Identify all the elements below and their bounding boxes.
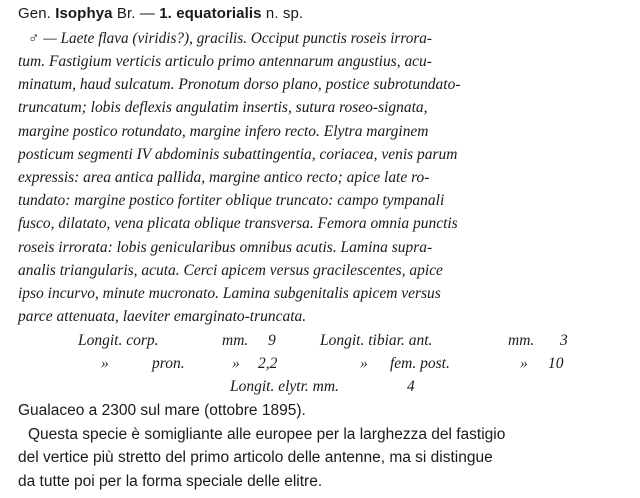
species-name: equatorialis [176,5,262,22]
measurement-unit: mm. [508,332,535,349]
description-line: ♂ — Laete flava (viridis?), gracilis. Occiput punctis roseis irrora- [28,30,432,47]
measurement-value: 3 [560,332,568,349]
measurement-label: pron. [152,355,185,372]
ditto-mark: » [520,355,528,372]
remarks-line: Questa specie è somigliante alle europee per la larghezza del fastigio [28,426,506,443]
species-status: n. sp. [265,5,304,22]
species-number: 1. [159,5,172,22]
description-line: roseis irrorata: lobis genicularibus omnibus acutis. Lamina supra- [18,239,433,256]
measurement-unit: mm. [222,332,249,349]
description-line: fusco, dilatato, vena plicata oblique transversa. Femora omnia punctis [18,215,458,232]
gen-prefix: Gen. [18,5,51,22]
description-line: margine postico rotundato, margine infero recto. Elytra marginem [18,123,429,140]
description-line: tundato: margine postico fortiter oblique truncato: campo tympanali [18,192,445,209]
description-line: expressis: area antica pallida, margine antico recto; apice late ro- [18,169,430,186]
description-line: parce attenuata, laeviter emarginato-truncata. [18,308,307,325]
description-line: tum. Fastigium verticis articulo primo antennarum angustius, acu- [18,53,432,70]
measurement-label: Longit. corp. [78,332,159,349]
ditto-mark: » [232,355,240,372]
locality: Gualaceo a 2300 sul mare (ottobre 1895). [18,402,306,419]
measurement-label: Longit. elytr. mm. [230,378,339,395]
measurement-value: 4 [407,378,415,395]
remarks-line: del vertice più stretto del primo articolo delle antenne, ma si distingue [18,449,493,466]
description-line: posticum segmenti IV abdominis subattingentia, coriacea, venis parum [18,146,458,163]
measurement-value: 2,2 [258,355,278,372]
description-line: minatum, haud sulcatum. Pronotum dorso plano, postice subrotundato- [18,76,461,93]
description-line: ipso incurvo, minute mucronato. Lamina subgenitalis apicem versus [18,285,441,302]
genus-header [18,6,303,21]
measurement-value: 10 [548,355,564,372]
measurement-label: Longit. tibiar. ant. [320,332,433,349]
measurement-label: fem. post. [390,355,450,372]
genus-author: Br. [116,5,136,22]
measurement-value: 9 [268,332,276,349]
header-dash: — [139,5,155,22]
ditto-mark: » [101,355,109,372]
description-line: truncatum; lobis deflexis angulatim insertis, sutura roseo-signata, [18,99,428,116]
ditto-mark: » [360,355,368,372]
description-line: analis triangularis, acuta. Cerci apicem versus gracilescentes, apice [18,262,443,279]
genus-name: Isophya [55,5,113,22]
remarks-line: da tutte poi per la forma speciale delle elitre. [18,473,323,490]
